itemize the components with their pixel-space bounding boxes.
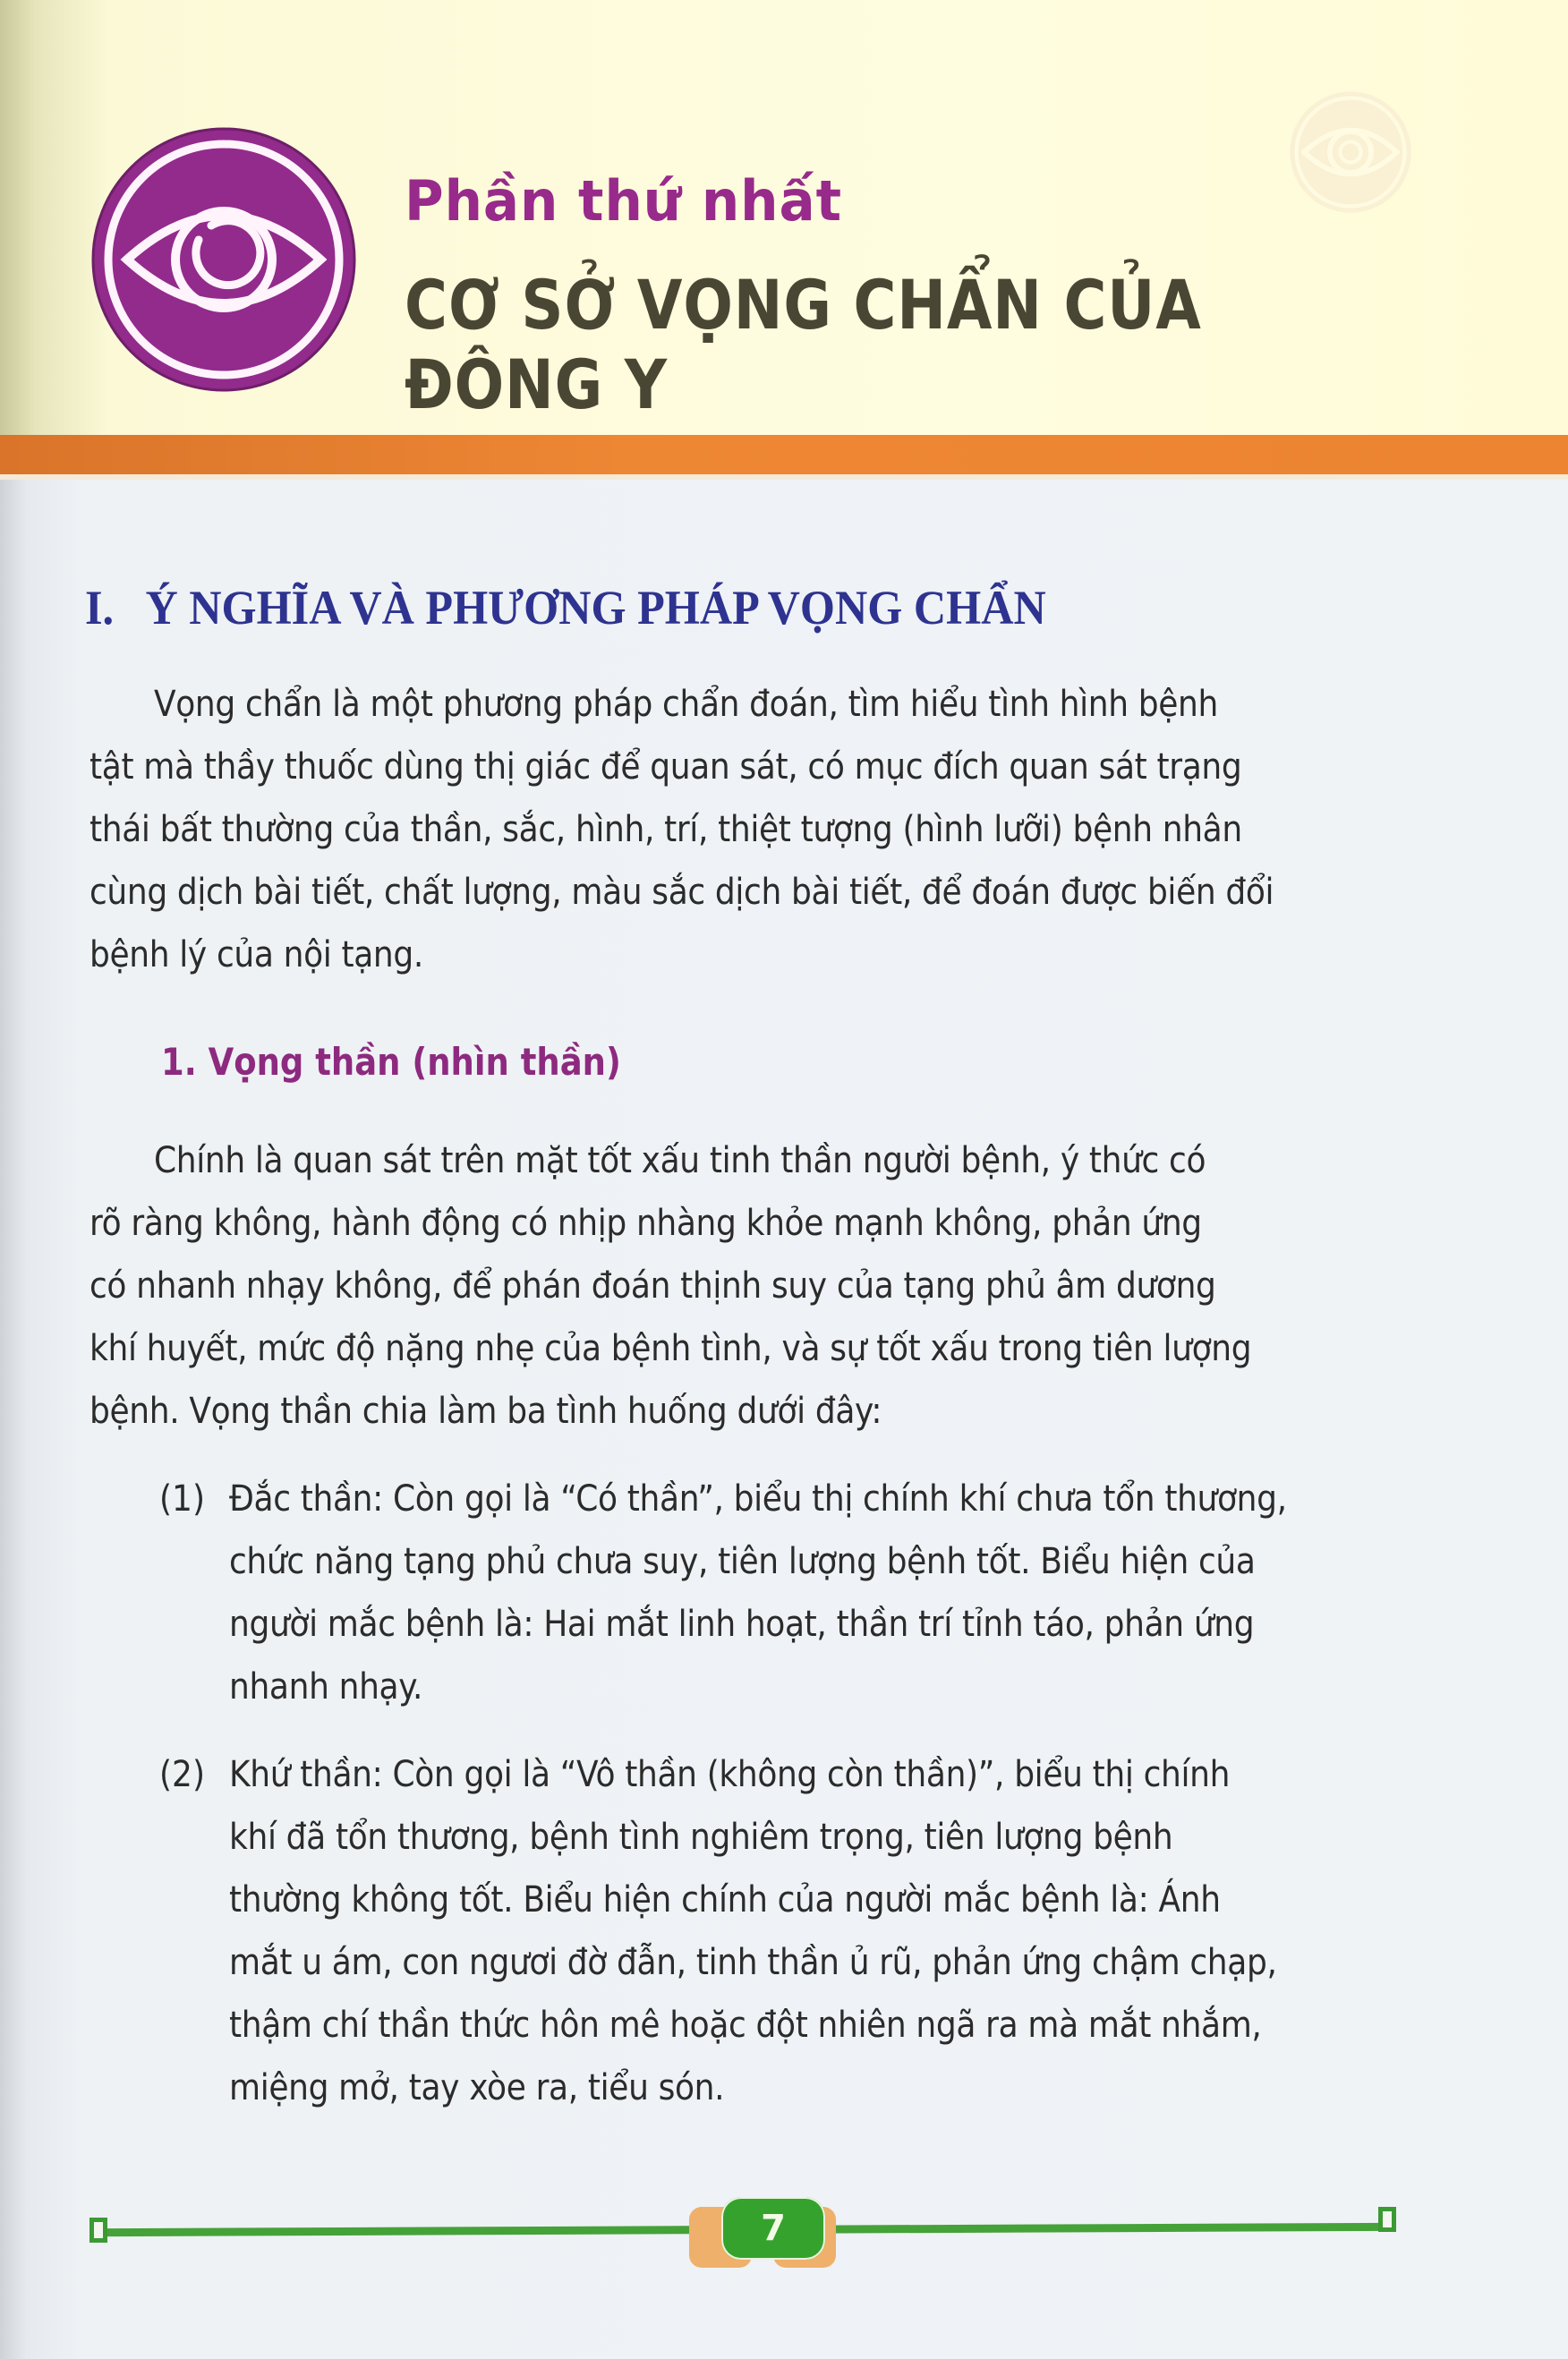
paragraph-line: khí huyết, mức độ nặng nhẹ của bệnh tình, và sự tốt xấu trong tiên lượng [89,1328,1252,1369]
paragraph-line: rõ ràng không, hành động có nhịp nhàng khỏe mạnh không, phản ứng [89,1203,1202,1244]
footer-rule-endcap-left [89,2218,107,2243]
list-line: khí đã tổn thương, bệnh tình nghiêm trọng, tiên lượng bệnh [229,1817,1173,1858]
section-title: Ý NGHĨA VÀ PHƯƠNG PHÁP VỌNG CHẨN [145,581,1046,634]
list-line: thường không tốt. Biểu hiện chính của người mắc bệnh là: Ánh [229,1879,1221,1920]
list-marker: (2) [159,1754,206,1795]
part-label: Phần thứ nhất [405,168,843,234]
list-line: Đắc thần: Còn gọi là “Có thần”, biểu thị chính khí chưa tổn thương, [229,1478,1287,1520]
paragraph-line: bệnh lý của nội tạng. [89,934,423,975]
paragraph-line: Vọng chẩn là một phương pháp chẩn đoán, tìm hiểu tình hình bệnh [154,684,1218,725]
paragraph-line: thái bất thường của thần, sắc, hình, trí, thiệt tượng (hình lưỡi) bệnh nhân [89,809,1242,850]
list-line: Khứ thần: Còn gọi là “Vô thần (không còn thần)”, biểu thị chính [229,1754,1231,1795]
stripe-highlight [0,474,1568,480]
list-marker: (1) [159,1478,206,1520]
section-number: I. [85,581,115,634]
list-line: thậm chí thần thức hôn mê hoặc đột nhiên ngã ra mà mắt nhắm, [229,2005,1262,2046]
subsection-heading: 1. Vọng thần (nhìn thần) [161,1040,621,1084]
list-line: nhanh nhạy. [229,1666,423,1708]
subsection-paragraph [89,1129,1405,1443]
paragraph-line: bệnh. Vọng thần chia làm ba tình huống dưới đây: [89,1391,882,1432]
paragraph-line: cùng dịch bài tiết, chất lượng, màu sắc dịch bài tiết, để đoán được biến đổi [89,872,1274,913]
part-title: CƠ SỞ VỌNG CHẨN CỦA ĐÔNG Y [405,265,1202,424]
page-number: 7 [721,2197,825,2260]
paragraph-line: có nhanh nhạy không, để phán đoán thịnh suy của tạng phủ âm dương [89,1265,1216,1307]
header-divider-stripe [0,435,1568,474]
eye-icon [1286,88,1415,217]
eye-icon [89,125,358,394]
list-line: miệng mở, tay xòe ra, tiểu són. [229,2067,725,2108]
section-heading [85,580,1046,635]
paragraph-line: Chính là quan sát trên mặt tốt xấu tinh thần người bệnh, ý thức có [154,1140,1206,1181]
section-intro-paragraph [89,673,1405,986]
list-line: chức năng tạng phủ chưa suy, tiên lượng bệnh tốt. Biểu hiện của [229,1541,1256,1582]
list-line: mắt u ám, con ngươi đờ đẫn, tinh thần ủ rũ, phản ứng chậm chạp, [229,1942,1277,1983]
list-line: người mắc bệnh là: Hai mắt linh hoạt, thần trí tỉnh táo, phản ứng [229,1604,1255,1645]
paragraph-line: tật mà thầy thuốc dùng thị giác để quan sát, có mục đích quan sát trạng [89,746,1242,788]
footer-rule-endcap-right [1378,2207,1396,2232]
